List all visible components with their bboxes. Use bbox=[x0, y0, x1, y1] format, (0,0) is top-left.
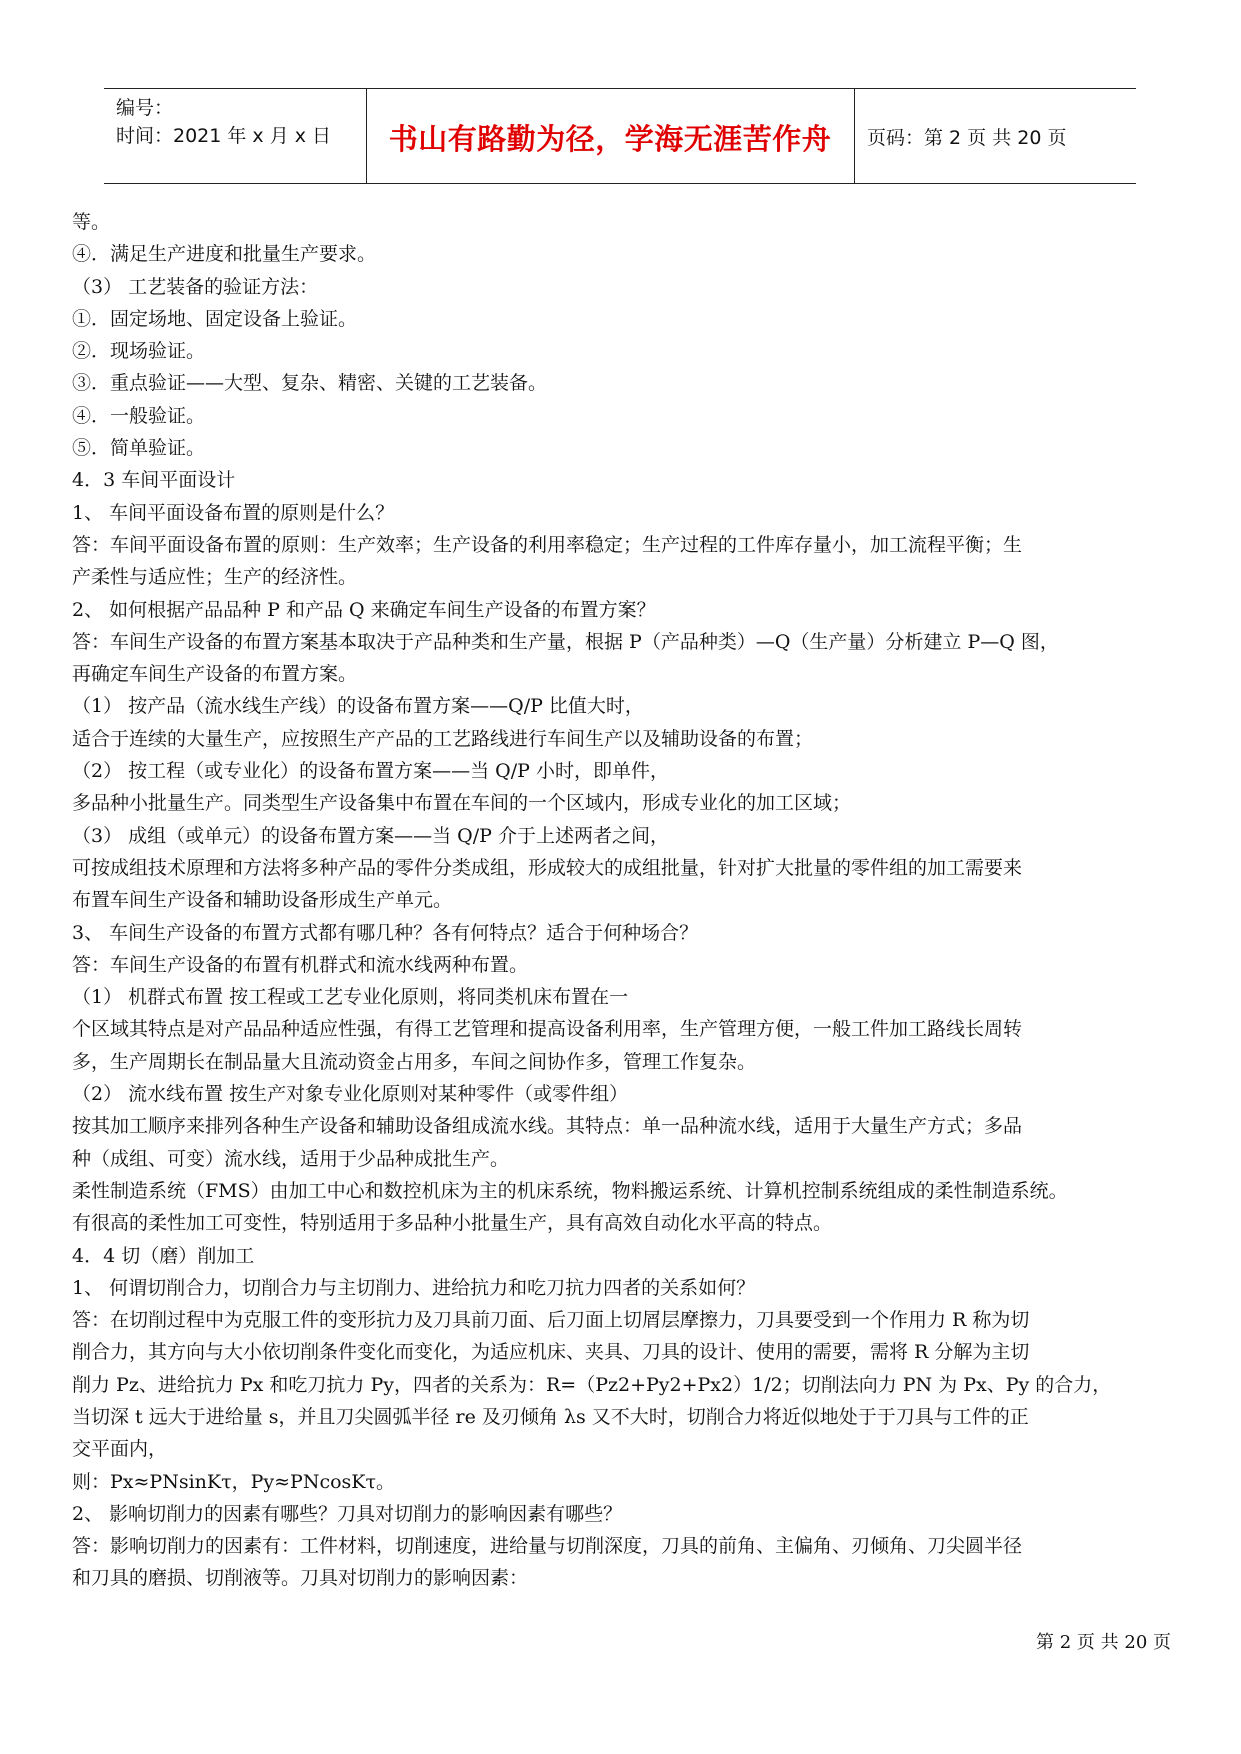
text-line: （2） 流水线布置 按生产对象专业化原则对某种零件（或零件组） bbox=[72, 1083, 629, 1106]
question: 2、 如何根据产品品种 P 和产品 Q 来确定车间生产设备的布置方案？ bbox=[72, 598, 656, 621]
text-line: 削合力，其方向与大小依切削条件变化而变化，为适应机床、夹具、刀具的设计、使用的需要，需将 R 分解为主切 bbox=[72, 1341, 1030, 1364]
text-line: （1） 按产品（流水线生产线）的设备布置方案——Q/P 比值大时， bbox=[72, 695, 644, 718]
text-line: ④．满足生产进度和批量生产要求。 bbox=[72, 243, 377, 266]
text-line: 削力 Pz、进给抗力 Px 和吃刀抗力 Py，四者的关系为：R=（Pz2+Py2+Px2）1/2；切削法向力 PN 为 Px、Py 的合力， bbox=[72, 1373, 1112, 1396]
text-line: （2） 按工程（或专业化）的设备布置方案——当 Q/P 小时，即单件， bbox=[72, 760, 669, 783]
motto-text: 书山有路勤为径，学海无涯苦作舟 bbox=[388, 122, 832, 156]
text-line: 答：在切削过程中为克服工件的变形抗力及刀具前刀面、后刀面上切屑层摩擦力，刀具要受到一个作用力 R 称为切 bbox=[72, 1309, 1030, 1332]
page-header bbox=[104, 88, 1136, 184]
question: 2、 影响切削力的因素有哪些？刀具对切削力的影响因素有哪些？ bbox=[72, 1502, 623, 1525]
text-line: （3） 成组（或单元）的设备布置方案——当 Q/P 介于上述两者之间， bbox=[72, 824, 669, 847]
text-line: 答：车间生产设备的布置方案基本取决于产品种类和生产量，根据 P（产品种类）—Q（生产量）分析建立 P—Q 图， bbox=[72, 630, 1059, 653]
text-line: 多品种小批量生产。同类型生产设备集中布置在车间的一个区域内，形成专业化的加工区域； bbox=[72, 792, 852, 815]
text-line: 交平面内， bbox=[72, 1438, 168, 1461]
page-code: 页码：第 2 页 共 20 页 bbox=[867, 127, 1067, 149]
text-line: ③．重点验证——大型、复杂、精密、关键的工艺装备。 bbox=[72, 372, 548, 395]
text-line: （1） 机群式布置 按工程或工艺专业化原则，将同类机床布置在一 bbox=[72, 986, 629, 1009]
question: 1、 何谓切削合力，切削合力与主切削力、进给抗力和吃刀抗力四者的关系如何？ bbox=[72, 1276, 756, 1299]
text-line: 布置车间生产设备和辅助设备形成生产单元。 bbox=[72, 889, 453, 912]
text-line: ⑤．简单验证。 bbox=[72, 437, 206, 460]
text-line: 再确定车间生产设备的布置方案。 bbox=[72, 663, 358, 686]
text-line: ④．一般验证。 bbox=[72, 404, 206, 427]
text-line: 等。 bbox=[72, 211, 111, 233]
document-body bbox=[72, 206, 1172, 1595]
header-info-cell bbox=[104, 89, 367, 183]
text-line: 有很高的柔性加工可变性，特别适用于多品种小批量生产，具有高效自动化水平高的特点。 bbox=[72, 1212, 833, 1235]
text-line: 按其加工顺序来排列各种生产设备和辅助设备组成流水线。其特点：单一品种流水线，适用于大量生产方式；多品 bbox=[72, 1115, 1023, 1138]
text-line: 个区域其特点是对产品品种适应性强，有得工艺管理和提高设备利用率，生产管理方便，一般工件加工路线长周转 bbox=[72, 1018, 1023, 1041]
text-line: ②．现场验证。 bbox=[72, 340, 206, 363]
text-line: 适合于连续的大量生产，应按照生产产品的工艺路线进行车间生产以及辅助设备的布置； bbox=[72, 727, 814, 750]
text-line: 产柔性与适应性；生产的经济性。 bbox=[72, 566, 358, 589]
text-line: （3） 工艺装备的验证方法： bbox=[72, 275, 319, 298]
text-line: 则：Px≈PNsinKτ，Py≈PNcosKτ。 bbox=[72, 1470, 395, 1493]
header-page-cell bbox=[855, 89, 1136, 183]
header-motto-cell bbox=[366, 89, 855, 183]
text-line: 答：车间平面设备布置的原则：生产效率；生产设备的利用率稳定；生产过程的工件库存量小，加工流程平衡；生 bbox=[72, 533, 1023, 556]
section-heading: 4．4 切（磨）削加工 bbox=[72, 1244, 255, 1267]
text-line: 答：影响切削力的因素有：工件材料，切削速度，进给量与切削深度，刀具的前角、主偏角、刃倾角、刀尖圆半径 bbox=[72, 1535, 1023, 1558]
text-line: ①．固定场地、固定设备上验证。 bbox=[72, 307, 358, 330]
question: 3、 车间生产设备的布置方式都有哪几种？各有何特点？适合于何种场合？ bbox=[72, 921, 699, 944]
text-line: 种（成组、可变）流水线，适用于少品种成批生产。 bbox=[72, 1147, 510, 1170]
text-line: 多，生产周期长在制品量大且流动资金占用多，车间之间协作多，管理工作复杂。 bbox=[72, 1050, 757, 1073]
number-label: 编号： bbox=[116, 97, 174, 119]
text-line: 柔性制造系统（FMS）由加工中心和数控机床为主的机床系统，物料搬运系统、计算机控制系统组成的柔性制造系统。 bbox=[72, 1179, 1068, 1202]
section-heading: 4．3 车间平面设计 bbox=[72, 469, 236, 492]
text-line: 答：车间生产设备的布置有机群式和流水线两种布置。 bbox=[72, 953, 529, 976]
time-label: 时间：2021 年 x 月 x 日 bbox=[116, 125, 332, 147]
text-line: 当切深 t 远大于进给量 s，并且刀尖圆弧半径 re 及刃倾角 λs 又不大时，切削合力将近似地处于于刀具与工件的正 bbox=[72, 1405, 1029, 1428]
question: 1、 车间平面设备布置的原则是什么？ bbox=[72, 501, 395, 524]
text-line: 和刀具的磨损、切削液等。刀具对切削力的影响因素： bbox=[72, 1567, 529, 1590]
text-line: 可按成组技术原理和方法将多种产品的零件分类成组，形成较大的成组批量，针对扩大批量的零件组的加工需要来 bbox=[72, 856, 1023, 879]
page-footer: 第 2 页 共 20 页 bbox=[1036, 1632, 1171, 1653]
